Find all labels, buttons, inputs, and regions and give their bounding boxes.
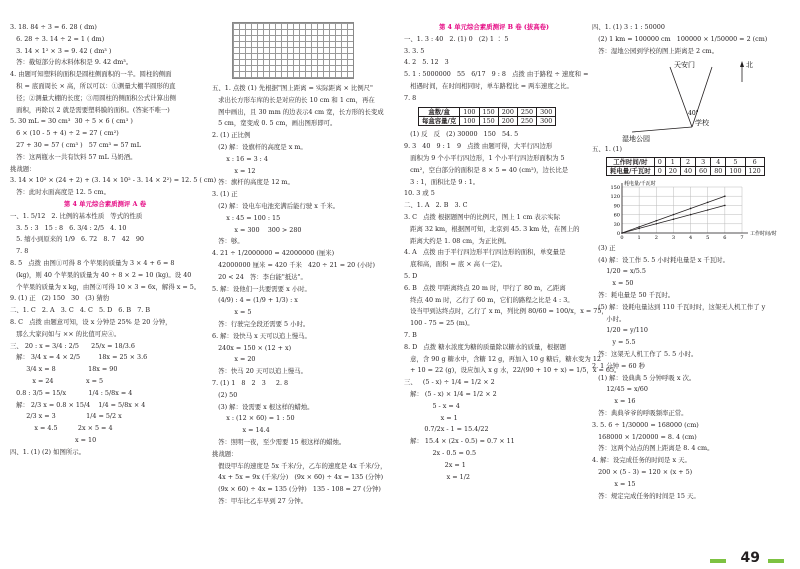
- text-line: + 10 = 22 (g)，设应加入 x g 水，22/(90 + 10 + x) = 1/5，x = 65。: [404, 366, 621, 375]
- text-line: 6 × (10 - 5 + 4) ÷ 2 = 27 ( cm²): [10, 129, 119, 138]
- data-point: [724, 205, 726, 207]
- table-cell: 300: [537, 116, 556, 125]
- text-line: 4. A 点拨 由于平行四边形平行四边形的面积，单变量是: [404, 248, 566, 257]
- data-point: [707, 210, 709, 212]
- text-line: 终点 40 m 时，乙行了 60 m，它们的路程之比是 4 : 3。: [404, 295, 574, 304]
- text-line: x = 1: [404, 413, 458, 422]
- text-line: 答：够。: [212, 237, 244, 246]
- text-line: 图中画出，且 30 mm 的边表示4 cm 宽，长方形的长变成: [212, 107, 384, 116]
- y-tick-label: 90: [613, 203, 620, 210]
- x-tick-label: 6: [723, 235, 727, 242]
- table-cell: 0: [654, 157, 665, 166]
- text-line: 求出长方形车库的长是对应的长 10 cm 和 1 cm，再在: [212, 95, 375, 104]
- table-cell: 0: [654, 167, 665, 176]
- text-line: 解： 3/4 x = 4 × 2/5 18x = 25 × 3.6: [10, 353, 148, 362]
- text-line: x = 16: [592, 397, 636, 406]
- text-line: (3) 正: [592, 243, 616, 252]
- table-cell: 120: [745, 167, 764, 176]
- text-line: 8. C 点拨 由题意可知，设 x 分钟是 25% 是 20 分钟，: [10, 317, 172, 326]
- text-line: 2x = 1: [404, 460, 466, 469]
- text-line: 答：规定完成任务的时间是 15 天。: [592, 491, 700, 500]
- text-line: x = 5: [212, 308, 252, 317]
- text-line: 个苹果的质量为 x kg，由图②可得 10 × 3 = 6x，解得 x = 5。: [10, 282, 201, 291]
- text-line: 答：这两个站点的图上距离是 8. 4 cm。: [592, 444, 714, 453]
- x-tick-label: 0: [620, 235, 624, 242]
- text-line: 答：甲车比乙车早到 27 分钟。: [212, 496, 307, 505]
- text-line: 径；②测量大棚的长度；③用圆柱的侧面积公式计算出侧: [10, 93, 176, 102]
- text-line: 10. 3 或 5: [404, 189, 435, 198]
- text-line: 答：湿地公园到学校的图上距离是 2 cm。: [592, 46, 719, 55]
- text-line: 7. 8: [404, 93, 417, 102]
- map-diagram: [592, 57, 792, 142]
- text-line: 距离 32 km，根据图可知，北京到 45. 3 km 处，在图上的: [404, 224, 580, 233]
- text-line: 2. 1 分钟 = 60 秒: [592, 361, 645, 370]
- table-cell: 100: [460, 116, 479, 125]
- text-line: 假设甲车的速度是 5x 千米/分，乙车的速度是 4x 千米/分，: [212, 461, 387, 470]
- text-line: (9x × 60) ÷ 4x = 135 (分钟) 135 - 108 = 27 (分钟): [212, 485, 381, 494]
- angle-label: 40°: [688, 110, 699, 118]
- text-line: x = 1/2: [404, 472, 470, 481]
- table-cell: 100: [726, 167, 745, 176]
- table-cell: 6: [745, 157, 764, 166]
- text-line: x = 20: [212, 355, 256, 364]
- power-table: [606, 157, 765, 177]
- text-line: x = 15: [592, 479, 636, 488]
- y-tick-label: 30: [613, 222, 620, 229]
- text-line: 1/20 = y/110: [592, 326, 648, 335]
- text-line: 6. 28 ÷ 3. 14 ÷ 2 = 1 ( dm): [10, 34, 105, 43]
- text-line: 相遇时间，在时间相同时，单车路程比 = 两车速度之比。: [404, 81, 573, 90]
- text-line: 面积，再除以 2 就是需要塑料膜的面积。(答案不唯一): [10, 105, 170, 114]
- column-2: [212, 22, 402, 508]
- park-label: 湿地公园: [622, 135, 650, 144]
- text-line: (2) 解：设电车电池充满后能行驶 x 千米。: [212, 201, 340, 210]
- text-line: 168000 × 1/20000 = 8. 4 (cm): [592, 432, 697, 441]
- table-cell: 250: [517, 107, 536, 116]
- table-cell: 20: [665, 167, 680, 176]
- text-line: 答：这架无人机工作了 5. 5 小时。: [592, 349, 698, 358]
- table-cell: 300: [537, 107, 556, 116]
- table-cell: 100: [460, 107, 479, 116]
- data-point: [655, 220, 657, 222]
- text-line: 3. C 点拨 根据题图中的比例尺，图上 1 cm 表示实际: [404, 212, 560, 221]
- data-point: [621, 233, 623, 235]
- x-axis-title: 工作时间/时: [750, 231, 777, 238]
- data-point: [724, 196, 726, 198]
- text-line: 五、1. (1): [592, 144, 622, 153]
- text-line: 2/3 x = 3 1/4 = 5/2 x: [10, 412, 122, 421]
- text-line: x = 300 300 > 280: [212, 225, 302, 234]
- text-line: 5. 1 : 5000000 55 6/17 9 : 8 点拨 由于路程 ÷ 速度和 =: [404, 70, 589, 79]
- table-row-label: 工作时间/时: [607, 157, 655, 166]
- text-line: 0.7/2x - 1 = 15.4/22: [404, 425, 489, 434]
- text-line: 答：此时水面高度是 12. 5 cm。: [10, 188, 110, 197]
- table-cell: 3: [696, 157, 711, 166]
- text-line: 挑战题：: [212, 449, 238, 458]
- data-point: [707, 202, 709, 204]
- y-axis-title: 耗电量/千瓦时: [624, 181, 656, 188]
- table-cell: 1: [665, 157, 680, 166]
- y-tick-label: 120: [610, 194, 620, 201]
- text-line: 答：旗杆的高度是 12 m。: [212, 178, 294, 187]
- text-line: 200 × (5 - 3) = 120 × (x + 5): [592, 467, 693, 476]
- text-line: x : 16 = 3 : 4: [212, 154, 268, 163]
- text-line: (kg)，则 40 个苹果的质量为 40 ÷ 8 × 2 = 10 (kg)。设 40: [10, 270, 192, 279]
- text-line: 积 = 底面周长 × 高，所以可以：①测量大棚半圆形的直: [10, 81, 176, 90]
- text-line: 6. 解：设快马 x 天可以追上慢马。: [212, 331, 311, 340]
- data-point: [673, 219, 675, 221]
- text-line: 二、1. A 2. B 3. C: [404, 201, 468, 210]
- text-line: 12/45 = x/60: [592, 385, 648, 394]
- page-number: 49: [740, 550, 760, 566]
- table-cell: 60: [696, 167, 711, 176]
- text-line: 6. B 点拨 甲距离终点 20 m 时，甲行了 80 m，乙距离: [404, 283, 566, 292]
- table-cell: 250: [517, 116, 536, 125]
- text-line: 7. B: [404, 330, 417, 339]
- text-line: 4. 21 ÷ 1/2000000 = 42000000 (厘米): [212, 249, 335, 258]
- text-line: 20 < 24 答：李白能"抵达"。: [212, 272, 307, 281]
- text-line: 一、1. 3 : 40 2. (1) 0 (2) 1 ∶ 5: [404, 34, 509, 43]
- text-line: 距离大约是 1. 08 cm，为正比例。: [404, 236, 511, 245]
- text-line: (5) 解：设耗电量达到 110 千瓦时时，这架无人机工作了 y: [592, 302, 766, 311]
- text-line: 解： 2/3 x = 0.8 × 15/4 1/4 = 5/8x × 4: [10, 400, 146, 409]
- table-cell: 2: [680, 157, 695, 166]
- text-line: 设当甲到达终点时，乙行了 x m，列比例 80/60 = 100/x，x = 75，: [404, 307, 608, 316]
- table-row-label: 盒数/盒: [419, 107, 460, 116]
- text-line: 第 4 单元综合素质测评 A 卷: [63, 199, 147, 208]
- text-line: (4) 解：设工作 5. 5 小时耗电量是 x 千瓦时。: [592, 255, 729, 264]
- text-line: 三、 (5 - x) ÷ 1/4 = 1/2 × 2: [404, 378, 495, 387]
- text-line: 4. 2 5. 12 3: [404, 58, 449, 67]
- table-cell: 200: [498, 107, 517, 116]
- x-tick-label: 1: [637, 235, 641, 242]
- table-cell: 40: [680, 167, 695, 176]
- north-label: 北: [746, 61, 753, 70]
- school-label: 学校: [695, 119, 709, 128]
- text-line: 3 : 1，面积比是 9 : 1。: [404, 177, 480, 186]
- text-line: 答：行驶完全段还需要 5 小时。: [212, 319, 310, 328]
- text-line: cm²，空白部分的面积是 8 × 5 = 40 (cm²)，边长比是: [404, 165, 569, 174]
- text-line: (2) 1 km = 100000 cm 100000 × 1/50000 = 2 (cm): [592, 34, 768, 43]
- text-line: 1/20 = x/5.5: [592, 267, 646, 276]
- text-line: 8. D 点拨 糖水浓度为糖的质量除以糖水的质量，根据题: [404, 342, 566, 351]
- north-arrow-head: [740, 61, 744, 67]
- column-4: [592, 22, 792, 502]
- data-point: [655, 223, 657, 225]
- grid-figure: [232, 22, 354, 79]
- text-line: 第 4 单元综合素质测评 B 卷 (拔高卷): [438, 23, 550, 31]
- text-line: 小时。: [592, 314, 626, 323]
- text-line: (1) 解：设典典 5 分钟呼吸 x 次。: [592, 373, 696, 382]
- text-line: 二、1. C 2. A 3. C 4. C 5. D 6. B 7. B: [10, 306, 151, 315]
- text-line: 四、1. (1) 3 : 1 : 50000: [592, 23, 665, 31]
- text-line: 4. 由题可知塑料的面积是圆柱侧面积的一半。圆柱的侧面: [10, 70, 172, 79]
- text-line: 5 cm，宽变成 0. 5 cm，画出图形即可。: [212, 119, 337, 128]
- text-line: x = 24 x = 5: [10, 376, 104, 385]
- text-line: 五、1. 点拨 (1) 先根据"图上距离 = 实际距离 × 比例尺": [212, 84, 373, 92]
- text-line: x = 14.4: [212, 426, 270, 435]
- table-cell: 5: [726, 157, 745, 166]
- y-tick-label: 150: [610, 185, 620, 192]
- text-line: x : 45 = 100 : 15: [212, 213, 281, 222]
- text-line: 面积为 9 个小平行四边形，1 个小平行四边形面积为 5: [404, 153, 565, 162]
- text-line: 4. 解：设完成任务的时间是 x 天。: [592, 456, 691, 465]
- y-tick-label: 60: [613, 213, 620, 220]
- text-line: 3. 18. 84 ÷ 3 = 6. 28 ( dm): [10, 23, 97, 31]
- text-line: 7. 8: [10, 247, 29, 256]
- text-line: 答：这两瓶水一共有饮料 57 mL 马奶酒。: [10, 152, 137, 161]
- x-tick-label: 5: [706, 235, 710, 242]
- text-line: 3/4 x = 8 18x = 90: [10, 365, 118, 374]
- text-line: (2) 50: [212, 390, 238, 399]
- table-cell: 150: [479, 116, 498, 125]
- text-line: 5. 30 mL = 30 cm³ 30 ÷ 5 × 6 ( cm³ ): [10, 117, 133, 126]
- x-tick-label: 3: [671, 235, 676, 242]
- table-row-label: 耗电量/千瓦时: [607, 167, 655, 176]
- text-line: x = 10: [10, 435, 97, 444]
- x-tick-label: 4: [688, 235, 693, 242]
- text-line: x : (12 × 60) = 1 : 50: [212, 414, 295, 423]
- text-line: 答：照明一夜，至少需要 15 根这样的蜡烛。: [212, 437, 346, 446]
- table-cell: 4: [711, 157, 726, 166]
- capacity-table: [418, 107, 556, 127]
- text-line: x = 12: [212, 166, 256, 175]
- text-line: 9. (1) 正 (2) 150 30 (3) 猜豹: [10, 294, 110, 303]
- text-line: 4x + 5x = 9x (千米/分) (9x × 60) ÷ 4x = 135 (分钟): [212, 473, 384, 482]
- text-line: (4/9) : 4 = (1/9 + 1/3) : x: [212, 296, 298, 305]
- text-line: 240x = 150 × (12 + x): [212, 343, 292, 352]
- text-line: 3. 5. 6 ÷ 1/30000 = 168000 (cm): [592, 420, 699, 429]
- table-cell: 200: [498, 116, 517, 125]
- text-line: 42000000 厘米 = 420 千米 420 ÷ 21 = 20 (小时): [212, 260, 376, 269]
- data-point: [638, 226, 640, 228]
- power-chart: [592, 179, 777, 242]
- text-line: 9. 3 40 9 : 1 9 点拨 由题可得，大平行四边形: [404, 142, 553, 151]
- text-line: 5. D: [404, 271, 418, 280]
- x-tick-label: 7: [740, 235, 744, 242]
- data-point: [690, 208, 692, 210]
- table-row-label: 每盒容量/克: [419, 116, 460, 125]
- text-line: 2x - 0.5 = 0.5: [404, 448, 477, 457]
- table-cell: 150: [479, 107, 498, 116]
- y-tick-label: 0: [616, 231, 620, 238]
- text-line: (1) 反 反 (2) 30000 150 54. 5: [404, 130, 519, 139]
- column-1: [10, 22, 217, 458]
- text-line: 27 + 30 = 57 ( cm³ ) 57 cm³ = 57 mL: [10, 140, 141, 149]
- text-line: 那么大家问如与 ×× 的比值可应④。: [10, 329, 121, 338]
- text-line: 2. (1) 正比例: [212, 131, 251, 140]
- text-line: 答：典典爷爷的呼吸频率正常。: [592, 408, 688, 417]
- text-line: x = 4.5 2x × 5 = 4: [10, 424, 113, 433]
- park-road: [632, 127, 692, 132]
- text-line: 解： 15.4 × (2x - 0.5) = 0.7 × 11: [404, 437, 515, 446]
- text-line: 7. (1) 1 8 2 3 2. 8: [212, 378, 289, 387]
- text-line: 100 - 75 = 25 (m)。: [404, 319, 474, 328]
- tiananmen-road: [670, 67, 692, 127]
- text-line: 3. 3. 5: [404, 46, 425, 55]
- data-point: [690, 214, 692, 216]
- text-line: 3. (1) 正: [212, 190, 238, 199]
- text-line: 3. 14 × 1² × 3 = 9. 42 ( dm³ ): [10, 46, 112, 55]
- text-line: 5. 解：设他们一共要需要 x 小时。: [212, 284, 311, 293]
- text-line: 8. 5 点拨 由图①可得 8 个苹果的质量为 3 × 4 + 6 = 8: [10, 258, 175, 267]
- x-tick-label: 2: [654, 235, 658, 242]
- text-line: 答：快马 20 天可以追上慢马。: [212, 367, 307, 376]
- text-line: 0.8 : 3/5 = 15/x 1/4 : 5/8x = 4: [10, 388, 133, 397]
- text-line: (3) 解：设需要 x 根这样的蜡烛。: [212, 402, 314, 411]
- data-point: [673, 214, 675, 216]
- page-decoration-left: [710, 559, 726, 563]
- text-line: 一、1. 5/12 2. 比例的基本性质 等式的性质: [10, 211, 143, 220]
- text-line: 三、 20 : x = 3/4 : 2/5 25/x = 18/3.6: [10, 341, 135, 350]
- text-line: 答：耗电量是 50 千瓦时。: [592, 291, 675, 299]
- text-line: 答：截短部分的木料体积是 9. 42 dm³。: [10, 58, 133, 67]
- text-line: 挑战题：: [10, 164, 36, 173]
- text-line: 底和高，面积 = 底 × 高 (一定)。: [404, 260, 507, 269]
- text-line: 3. 14 × 10² × (24 + 2) + (3. 14 × 10² - 3. 14 × 2²) = 12. 5 ( cm): [10, 176, 217, 185]
- text-line: 解： (5 - x) × 1/4 = 1/2 × 2: [404, 389, 497, 398]
- text-line: x = 50: [592, 279, 634, 288]
- text-line: 意，含 90 g 糖水中，含糖 12 g，再加入 10 g 糖后，糖水变为 12: [404, 354, 601, 363]
- text-line: 3. 5 : 3 15 : 8 6. 3/4 : 2/5 4. 10: [10, 223, 127, 232]
- data-point: [638, 228, 640, 230]
- text-line: (2) 解：设旗杆的高度是 x m。: [212, 142, 307, 151]
- tiananmen-label: 天安门: [674, 61, 695, 70]
- text-line: 四、1. (1) (2) 如图所示。: [10, 447, 86, 456]
- text-line: 5 - x = 4: [404, 401, 460, 410]
- text-line: y = 5.5: [592, 338, 636, 347]
- school-line: [692, 67, 712, 127]
- page-decoration-right: [768, 559, 784, 563]
- text-line: 5. 缩小到原来的 1/9 6. 72 8. 7 42 90: [10, 235, 144, 244]
- table-cell: 80: [711, 167, 726, 176]
